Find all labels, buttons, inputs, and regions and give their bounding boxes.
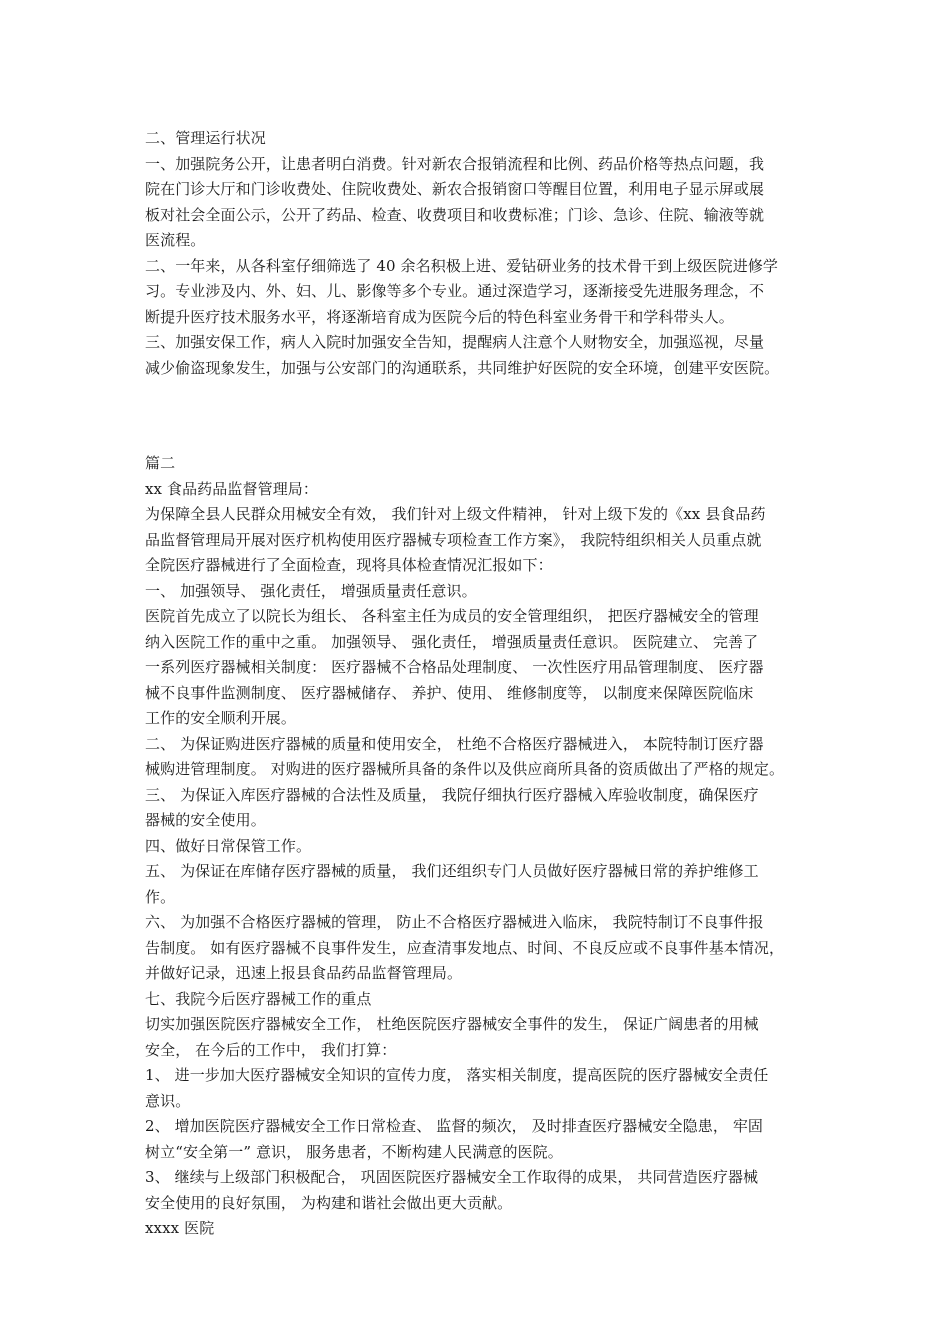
text-line: 院在门诊大厅和门诊收费处、住院收费处、新农合报销窗口等醒目位置，利用电子显示屏或展: [145, 180, 765, 198]
text-line: 减少偷盗现象发生，加强与公安部门的沟通联系，共同维护好医院的安全环境，创建平安医院。: [145, 358, 780, 377]
text-line: 四、做好日常保管工作。: [145, 836, 312, 855]
text-line: 篇二: [145, 454, 176, 472]
text-line: 1、 进一步加大医疗器械安全知识的宣传力度， 落实相关制度，提高医院的医疗器械安全责任: [145, 1066, 769, 1084]
text-line: 一系列医疗器械相关制度： 医疗器械不合格品处理制度、 一次性医疗用品管理制度、 医疗器: [145, 658, 764, 676]
text-line: 2、 增加医院医疗器械安全工作日常检查、 监督的频次， 及时排查医疗器械安全隐患， 牢固: [145, 1117, 764, 1135]
text-line: 3、 继续与上级部门积极配合， 巩固医院医疗器械安全工作取得的成果， 共同营造医疗器械: [145, 1168, 759, 1186]
text-line: 树立“安全第一” 意识， 服务患者，不断构建人民满意的医院。: [145, 1142, 563, 1161]
text-line: 品监督管理局开展对医疗机构使用医疗器械专项检查工作方案》， 我院特组织相关人员重点就: [145, 530, 762, 549]
text-line: 七、我院今后医疗器械工作的重点: [145, 989, 372, 1008]
text-line: 二、 为保证购进医疗器械的质量和使用安全， 杜绝不合格医疗器械进入， 本院特制订医疗器: [145, 734, 764, 753]
text-line: xxxx 医院: [145, 1219, 215, 1237]
text-line: 断提升医疗技术服务水平，将逐渐培育成为医院今后的特色科室业务骨干和学科带头人。: [145, 307, 734, 326]
text-line: 医流程。: [145, 231, 206, 249]
text-line: xx 食品药品监督管理局：: [145, 479, 318, 498]
text-line: 一、加强院务公开，让患者明白消费。针对新农合报销流程和比例、药品价格等热点问题，我: [145, 154, 765, 173]
text-line: 告制度。 如有医疗器械不良事件发生，应查清事发地点、时间、不良反应或不良事件基本情况，: [145, 938, 785, 957]
text-line: 三、加强安保工作，病人入院时加强安全告知，提醒病人注意个人财物安全，加强巡视，尽量: [145, 333, 765, 351]
text-line: 五、 为保证在库储存医疗器械的质量， 我们还组织专门人员做好医疗器械日常的养护维修工: [145, 862, 759, 880]
text-line: 安全使用的良好氛围， 为构建和谐社会做出更大贡献。: [145, 1193, 513, 1212]
text-line: 器械的安全使用。: [145, 811, 266, 829]
text-line: 三、 为保证入库医疗器械的合法性及质量， 我院仔细执行医疗器械入库验收制度，确保医疗: [145, 785, 759, 804]
text-line: 械购进管理制度。 对购进的医疗器械所具备的条件以及供应商所具备的资质做出了严格的规定。: [145, 760, 785, 778]
section-management-status: [145, 126, 825, 381]
text-line: 为保障全县人民群众用械安全有效， 我们针对上级文件精神， 针对上级下发的《xx 县食品药: [145, 505, 766, 523]
text-line: 安全， 在今后的工作中， 我们打算：: [145, 1040, 397, 1059]
text-line: 并做好记录，迅速上报县食品药品监督管理局。: [145, 964, 463, 982]
text-line: 作。: [145, 887, 176, 906]
text-line: 意识。: [145, 1091, 191, 1110]
section-part-two-report: [145, 451, 825, 1242]
text-line: 板对社会全面公示，公开了药品、检查、收费项目和收费标准；门诊、急诊、住院、输液等就: [145, 205, 765, 224]
text-line: 二、管理运行状况: [145, 129, 266, 147]
text-line: 一、 加强领导、 强化责任， 增强质量责任意识。: [145, 581, 477, 600]
text-line: 纳入医院工作的重中之重。 加强领导、 强化责任， 增强质量责任意识。 医院建立、 完善了: [145, 632, 759, 651]
text-line: 械不良事件监测制度、 医疗器械储存、 养护、使用、 维修制度等， 以制度来保障医院临床: [145, 683, 754, 702]
text-line: 全院医疗器械进行了全面检查，现将具体检查情况汇报如下：: [145, 556, 553, 574]
text-line: 习。专业涉及内、外、妇、儿、影像等多个专业。通过深造学习，逐渐接受先进服务理念，不: [145, 282, 765, 300]
text-line: 工作的安全顺利开展。: [145, 709, 297, 727]
text-line: 六、 为加强不合格医疗器械的管理， 防止不合格医疗器械进入临床， 我院特制订不良事件报: [145, 913, 764, 931]
text-line: 切实加强医院医疗器械安全工作， 杜绝医院医疗器械安全事件的发生， 保证广阔患者的用械: [145, 1015, 759, 1033]
text-line: 医院首先成立了以院长为组长、 各科室主任为成员的安全管理组织， 把医疗器械安全的管理: [145, 607, 759, 625]
text-line: 二、一年来，从各科室仔细筛选了 40 余名积极上进、爱钻研业务的技术骨干到上级医院进修学: [145, 256, 779, 275]
